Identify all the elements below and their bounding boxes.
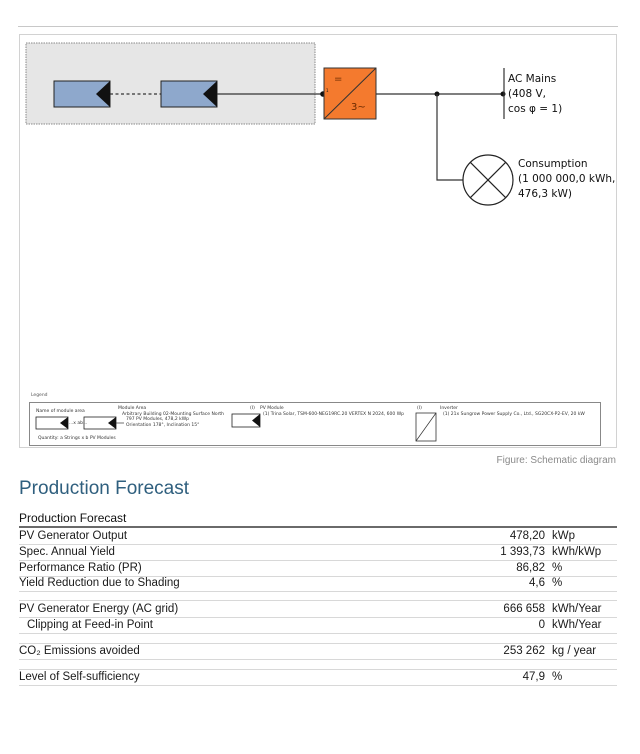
legend-inverter-heading: Inverter <box>440 406 458 411</box>
row-label: PV Generator Energy (AC grid) <box>19 603 179 615</box>
row-value: 1 393,73 <box>500 546 545 558</box>
table-row <box>19 669 617 686</box>
table-row <box>19 601 617 618</box>
table-spacer-row <box>19 592 617 601</box>
pv-module-1 <box>54 81 110 107</box>
figure-caption: Figure: Schematic diagram <box>496 455 616 466</box>
row-label: PV Generator Output <box>19 530 128 542</box>
table-row <box>19 528 617 545</box>
table-row <box>19 544 617 561</box>
row-value: 478,20 <box>509 530 545 542</box>
inverter-input-index: 1 <box>326 88 329 93</box>
ac-mains-power-factor: cos φ = 1) <box>508 103 563 115</box>
row-label: CO₂ Emissions avoided <box>19 645 140 657</box>
row-unit: kg / year <box>552 645 597 657</box>
legend-string-mid: ...x ab... <box>69 421 88 426</box>
ac-mains-voltage: (408 V, <box>508 88 546 100</box>
legend-module-area <box>118 406 224 428</box>
table-row <box>19 643 617 660</box>
row-value: 47,9 <box>522 671 545 683</box>
row-value: 0 <box>538 619 545 631</box>
row-unit: kWh/kWp <box>552 546 602 558</box>
mains-node <box>501 92 506 97</box>
legend-title: Legend <box>31 393 48 398</box>
ac-mains-label <box>508 72 562 117</box>
legend-name-of-module-area: Name of module area <box>36 409 85 414</box>
table-row <box>19 617 617 634</box>
legend-inverter-index: (I) <box>417 406 422 411</box>
row-unit: kWh/Year <box>552 619 602 631</box>
section-title: Production Forecast <box>19 478 190 499</box>
legend-pv-module-heading: PV Module <box>260 406 284 411</box>
row-value: 4,6 <box>529 577 545 589</box>
consumption-label <box>518 157 615 202</box>
row-label: Yield Reduction due to Shading <box>19 577 180 589</box>
consumption-title: Consumption <box>518 158 588 170</box>
legend-module-area-line2: 797 PV Modules, 478,2 kWp <box>126 417 190 422</box>
legend-pv-module-line1: (1) Trina Solar, TSM-600-NEG19RC.20 VERTEX N 2024, 600 Wp <box>263 411 405 417</box>
inverter-dc-symbol: = <box>334 74 343 85</box>
row-label: Performance Ratio (PR) <box>19 562 142 574</box>
consumption-power: 476,3 kW) <box>518 188 572 200</box>
pv-module-2 <box>161 81 217 107</box>
legend-module-area-line3: Orientation 178°, Inclination 15° <box>126 422 200 428</box>
table-row <box>19 575 617 592</box>
consumption-branch <box>437 94 463 180</box>
row-value: 666 658 <box>503 603 545 615</box>
row-unit: % <box>552 577 563 589</box>
row-label: Clipping at Feed-in Point <box>27 619 153 631</box>
row-unit: kWp <box>552 530 575 542</box>
row-unit: kWh/Year <box>552 603 602 615</box>
legend-quantity-note: Quantity: a Strings x b PV Modules <box>38 436 116 441</box>
legend-module-area-heading: Module Area <box>118 406 147 411</box>
row-unit: % <box>552 562 563 574</box>
legend-inverter-line1: (1) 21x Sungrow Power Supply Co., Ltd., SG20CX-P2-EV, 20 kW <box>443 411 585 417</box>
inverter-ac-symbol: 3~ <box>351 102 366 113</box>
consumption-energy: (1 000 000,0 kWh, <box>518 173 616 185</box>
row-value: 86,82 <box>516 562 545 574</box>
consumption-lamp-icon <box>463 155 513 205</box>
ac-mains-title: AC Mains <box>508 73 557 85</box>
legend-module-area-line1: Arbitrary Building 02-Mounting Surface North <box>122 411 225 417</box>
legend-pv-module-index: (I) <box>250 406 255 411</box>
row-label: Spec. Annual Yield <box>19 546 115 558</box>
table-title: Production Forecast <box>19 511 127 525</box>
inverter-symbol <box>324 68 376 119</box>
row-unit: % <box>552 671 563 683</box>
legend-pv-module <box>260 406 404 417</box>
legend-inverter <box>440 406 585 417</box>
row-value: 253 262 <box>503 645 545 657</box>
row-label: Level of Self-sufficiency <box>19 671 140 683</box>
